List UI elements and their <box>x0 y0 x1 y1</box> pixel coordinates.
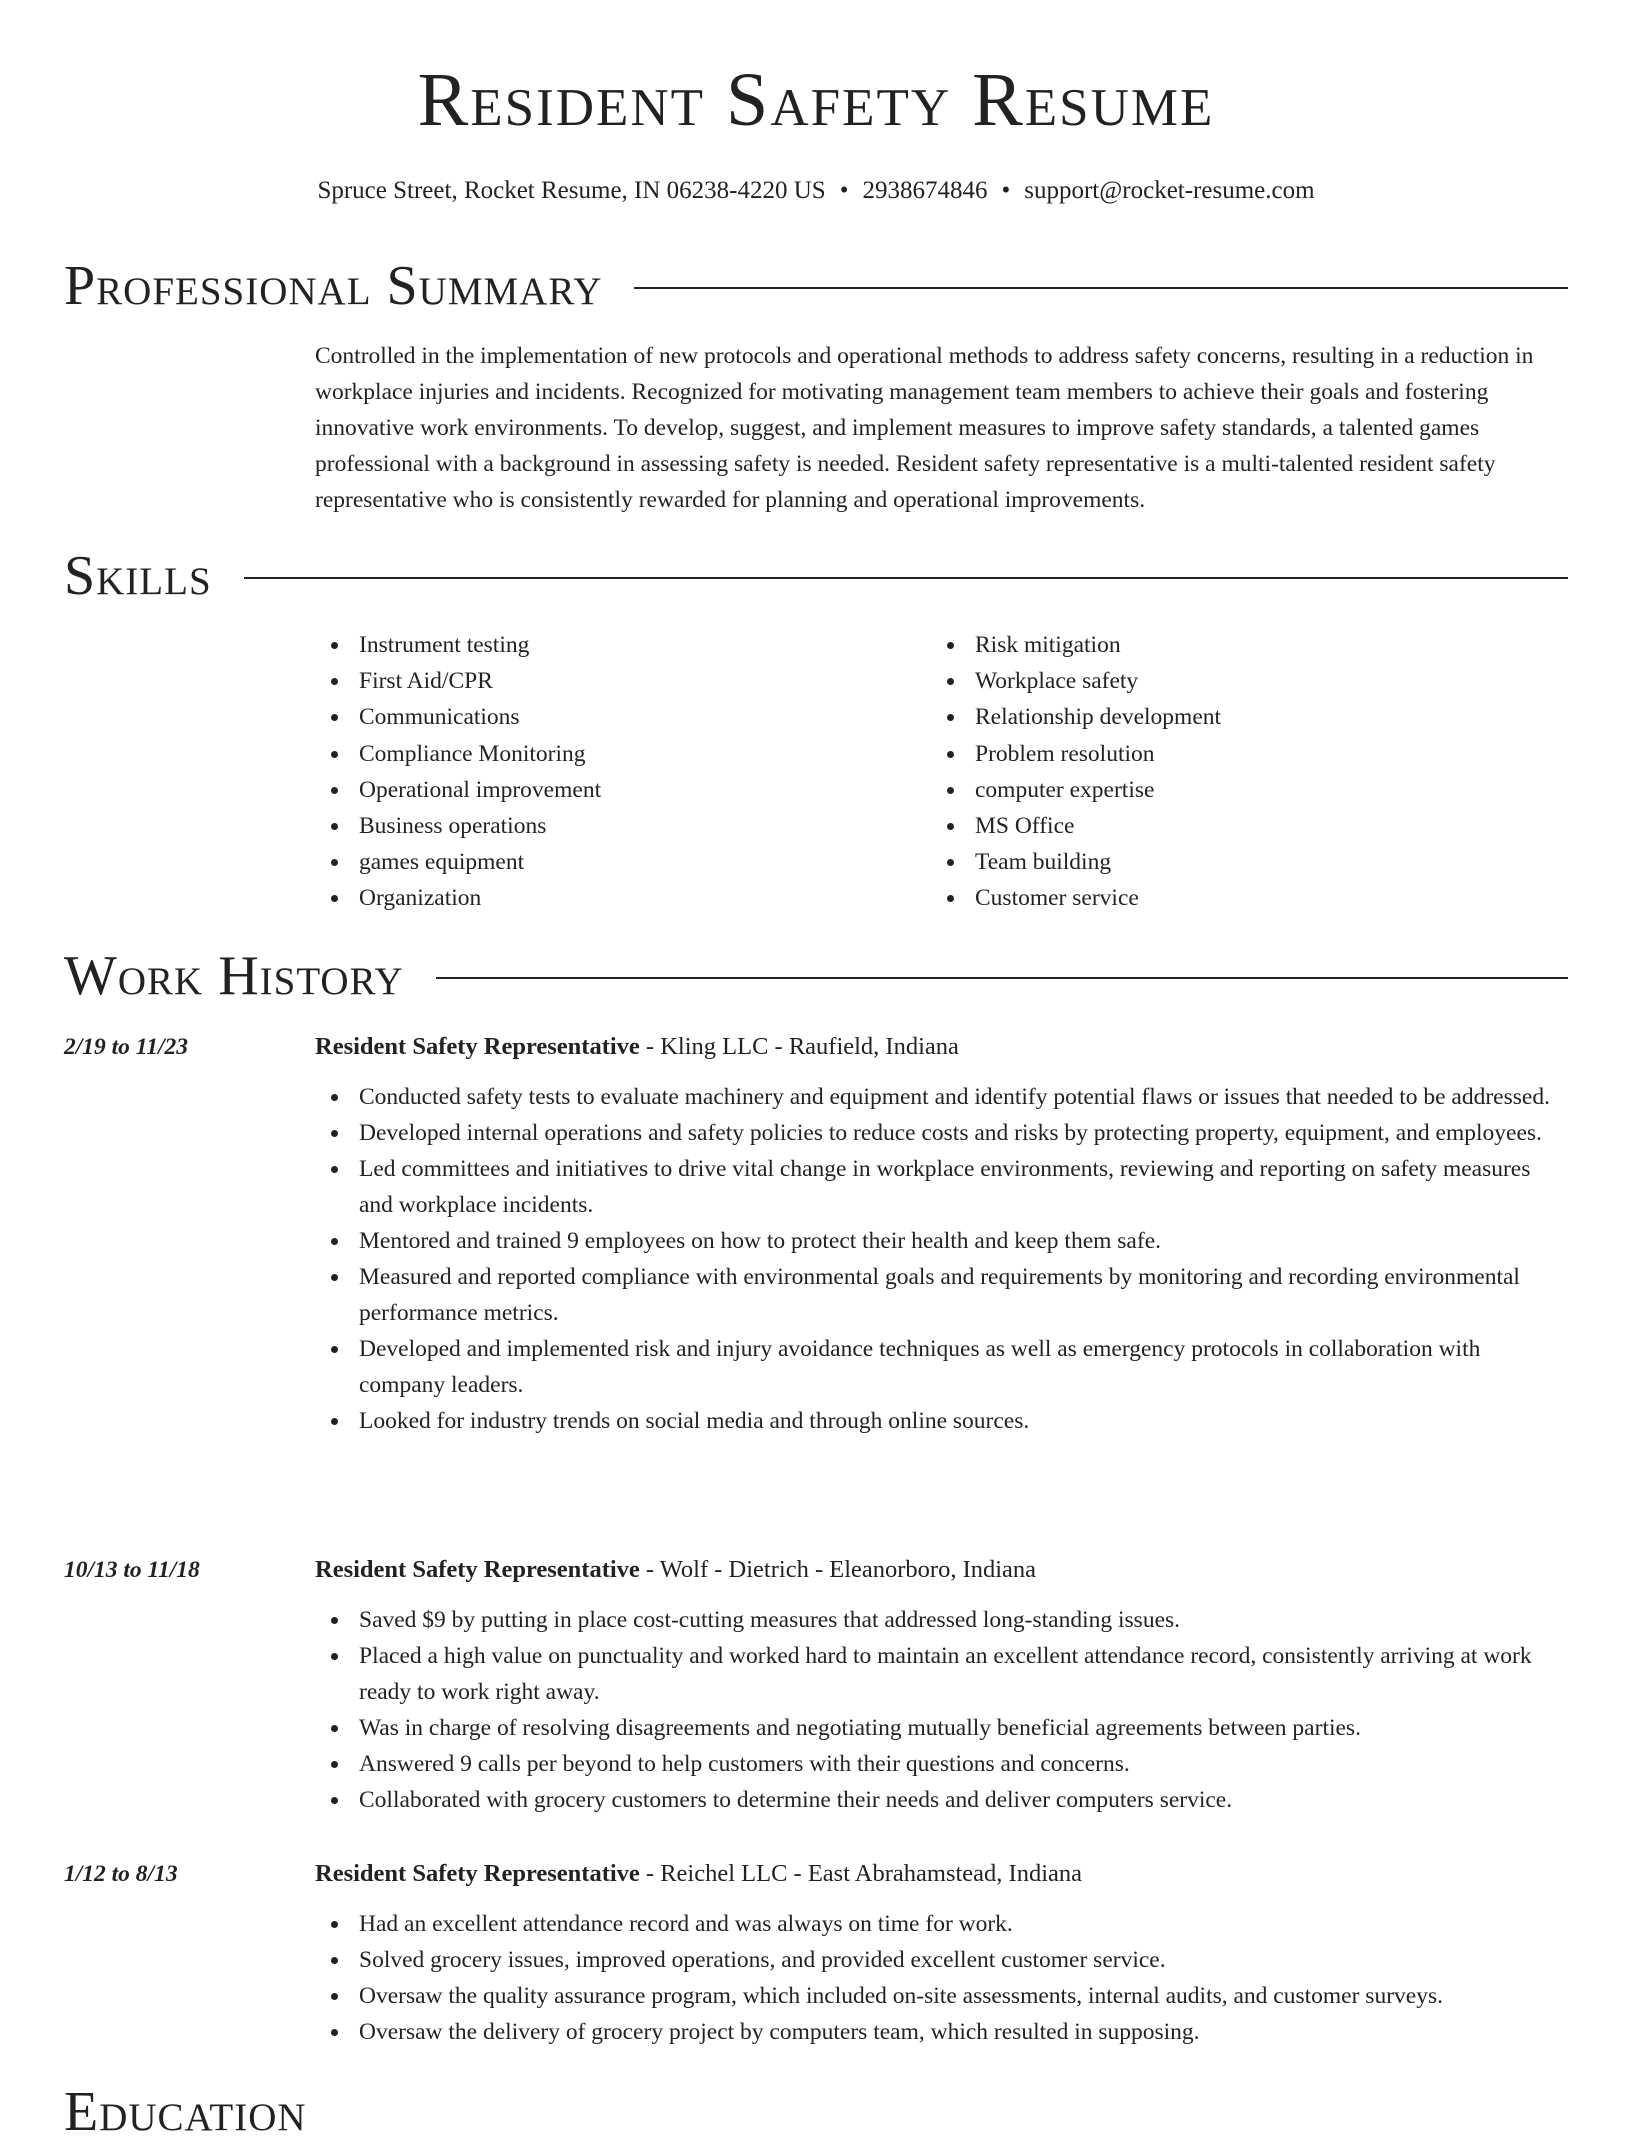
job-heading <box>315 1856 1570 1892</box>
skill-item: Team building <box>931 844 1547 880</box>
skill-item: computer expertise <box>931 772 1547 808</box>
skill-item: Compliance Monitoring <box>315 736 931 772</box>
skill-item: Communications <box>315 699 931 735</box>
job-bullet: Solved grocery issues, improved operations, and provided excellent customer service. <box>315 1942 1570 1978</box>
job-company: - Reichel LLC - East Abrahamstead, Indiana <box>639 1860 1083 1887</box>
job-bullet: Mentored and trained 9 employees on how to protect their health and keep them safe. <box>315 1223 1570 1259</box>
skill-item: First Aid/CPR <box>315 663 931 699</box>
section-divider <box>634 287 1568 289</box>
section-header-education <box>64 2081 1568 2143</box>
summary-paragraph: Controlled in the implementation of new protocols and operational methods to address safety concerns, resulting in a reduction in workplace injuries and incidents. Recognized for motivating management team members to achieve their goals and fostering innovative work environments. To develop, suggest, and implement measures to improve safety standards, a talented games professional with a background in assessing safety is needed. Resident safety representative is a multi-talented resident safety representative who is consistently rewarded for planning and operational improvements. <box>315 343 1534 513</box>
job-dates: 10/13 to 11/18 <box>64 1557 200 1583</box>
skill-item: Customer service <box>931 880 1547 916</box>
contact-line <box>0 176 1632 206</box>
section-title: Professional Summary <box>64 255 603 317</box>
job-bullet: Developed and implemented risk and injury avoidance techniques as well as emergency protocols in collaboration with company leaders. <box>315 1331 1570 1403</box>
skill-item: Workplace safety <box>931 663 1547 699</box>
job-entry <box>64 1856 1570 2050</box>
job-bullet: Measured and reported compliance with environmental goals and requirements by monitoring and recording environmental performance metrics. <box>315 1259 1570 1331</box>
section-title: Work History <box>64 945 404 1007</box>
job-role: Resident Safety Representative <box>315 1556 640 1583</box>
job-bullet: Placed a high value on punctuality and worked hard to maintain an excellent attendance record, consistently arriving at work ready to work right away. <box>315 1638 1570 1710</box>
contact-address: Spruce Street, Rocket Resume, IN 06238-4220 US <box>317 177 826 204</box>
skill-item: MS Office <box>931 808 1547 844</box>
section-header-work-history <box>64 945 1568 1007</box>
skill-item: Risk mitigation <box>931 627 1547 663</box>
job-role: Resident Safety Representative <box>315 1033 640 1060</box>
job-bullet: Led committees and initiatives to drive vital change in workplace environments, reviewing and reporting on safety measures and workplace incidents. <box>315 1151 1570 1223</box>
job-bullets <box>315 1602 1570 1818</box>
job-bullet: Saved $9 by putting in place cost-cutting measures that addressed long-standing issues. <box>315 1602 1570 1638</box>
section-title: Education <box>64 2081 307 2143</box>
job-dates: 2/19 to 11/23 <box>64 1034 189 1060</box>
job-company: - Wolf - Dietrich - Eleanorboro, Indiana <box>639 1556 1037 1583</box>
skills-columns <box>315 627 1570 917</box>
skill-item: Instrument testing <box>315 627 931 663</box>
skills-list-right <box>931 627 1547 917</box>
section-header-summary <box>64 255 1568 317</box>
skill-item: games equipment <box>315 844 931 880</box>
job-bullet: Collaborated with grocery customers to determine their needs and deliver computers service. <box>315 1782 1570 1818</box>
job-dates: 1/12 to 8/13 <box>64 1861 178 1887</box>
contact-phone: 2938674846 <box>862 177 988 204</box>
skill-item: Organization <box>315 880 931 916</box>
skill-item: Business operations <box>315 808 931 844</box>
skill-item: Relationship development <box>931 699 1547 735</box>
job-bullet: Had an excellent attendance record and was always on time for work. <box>315 1906 1570 1942</box>
contact-email: support@rocket-resume.com <box>1024 177 1315 204</box>
resume-title: Resident Safety Resume <box>417 58 1215 142</box>
job-bullet: Conducted safety tests to evaluate machinery and equipment and identify potential flaws or issues that needed to be addressed. <box>315 1079 1570 1115</box>
skill-item: Problem resolution <box>931 736 1547 772</box>
contact-separator: • <box>1001 177 1011 204</box>
section-title: Skills <box>64 545 212 607</box>
job-company: - Kling LLC - Raufield, Indiana <box>639 1033 959 1060</box>
job-bullet: Looked for industry trends on social media and through online sources. <box>315 1403 1570 1439</box>
skills-list-left <box>315 627 931 917</box>
job-role: Resident Safety Representative <box>315 1860 640 1887</box>
contact-separator: • <box>839 177 849 204</box>
job-bullet: Oversaw the delivery of grocery project by computers team, which resulted in supposing. <box>315 2014 1570 2050</box>
job-entry <box>64 1029 1570 1439</box>
job-bullet: Developed internal operations and safety policies to reduce costs and risks by protecting property, equipment, and employees. <box>315 1115 1570 1151</box>
skill-item: Operational improvement <box>315 772 931 808</box>
section-divider <box>244 577 1568 579</box>
job-bullet: Was in charge of resolving disagreements and negotiating mutually beneficial agreements between parties. <box>315 1710 1570 1746</box>
job-bullets <box>315 1079 1570 1439</box>
section-header-skills <box>64 545 1568 607</box>
section-divider <box>436 977 1568 979</box>
job-heading <box>315 1552 1570 1588</box>
job-bullet: Oversaw the quality assurance program, which included on-site assessments, internal audits, and customer surveys. <box>315 1978 1570 2014</box>
job-bullet: Answered 9 calls per beyond to help customers with their questions and concerns. <box>315 1746 1570 1782</box>
job-heading <box>315 1029 1570 1065</box>
job-entry <box>64 1552 1570 1818</box>
job-bullets <box>315 1906 1570 2050</box>
